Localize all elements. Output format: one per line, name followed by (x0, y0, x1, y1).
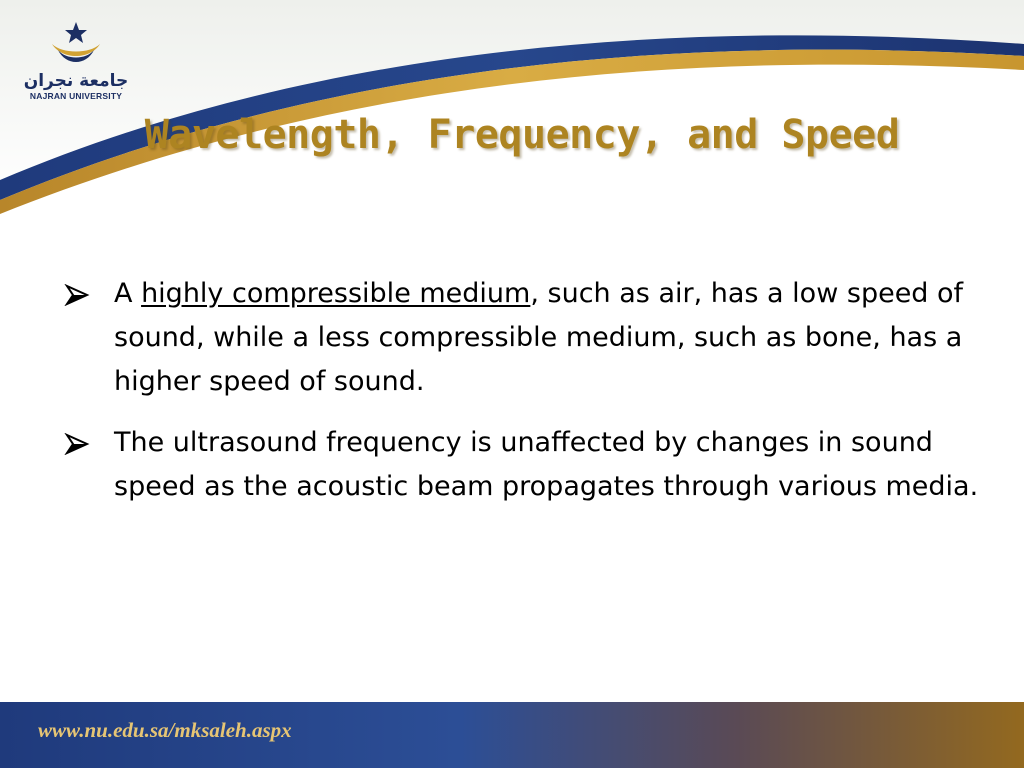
bullet-text: The ultrasound frequency is unaffected by changes in sound speed as the acoustic beam propagates through various media. (114, 427, 979, 502)
bullet-item (62, 421, 1002, 509)
bullet-text-underlined: highly compressible medium (141, 278, 531, 309)
logo-english-text: NAJRAN UNIVERSITY (29, 91, 123, 101)
arrow-bullet-icon (64, 284, 90, 306)
bullet-item (62, 272, 1002, 404)
logo-arabic-text: جامعة نجران (23, 71, 129, 91)
footer-bar (0, 702, 1024, 768)
bullet-list (62, 272, 1002, 526)
najran-university-logo (22, 20, 130, 112)
bullet-text-prefix: A (114, 278, 142, 309)
bullet-text-rest: , such as air, has a low speed of sound, while a less compressible medium, such as bone, has a higher speed of sound. (114, 278, 964, 397)
arrow-bullet-icon (64, 433, 90, 455)
footer-url[interactable]: www.nu.edu.sa/mksaleh.aspx (38, 718, 292, 742)
university-emblem-icon (22, 20, 130, 74)
slide-title: Wavelength, Frequency, and Speed (144, 112, 900, 158)
